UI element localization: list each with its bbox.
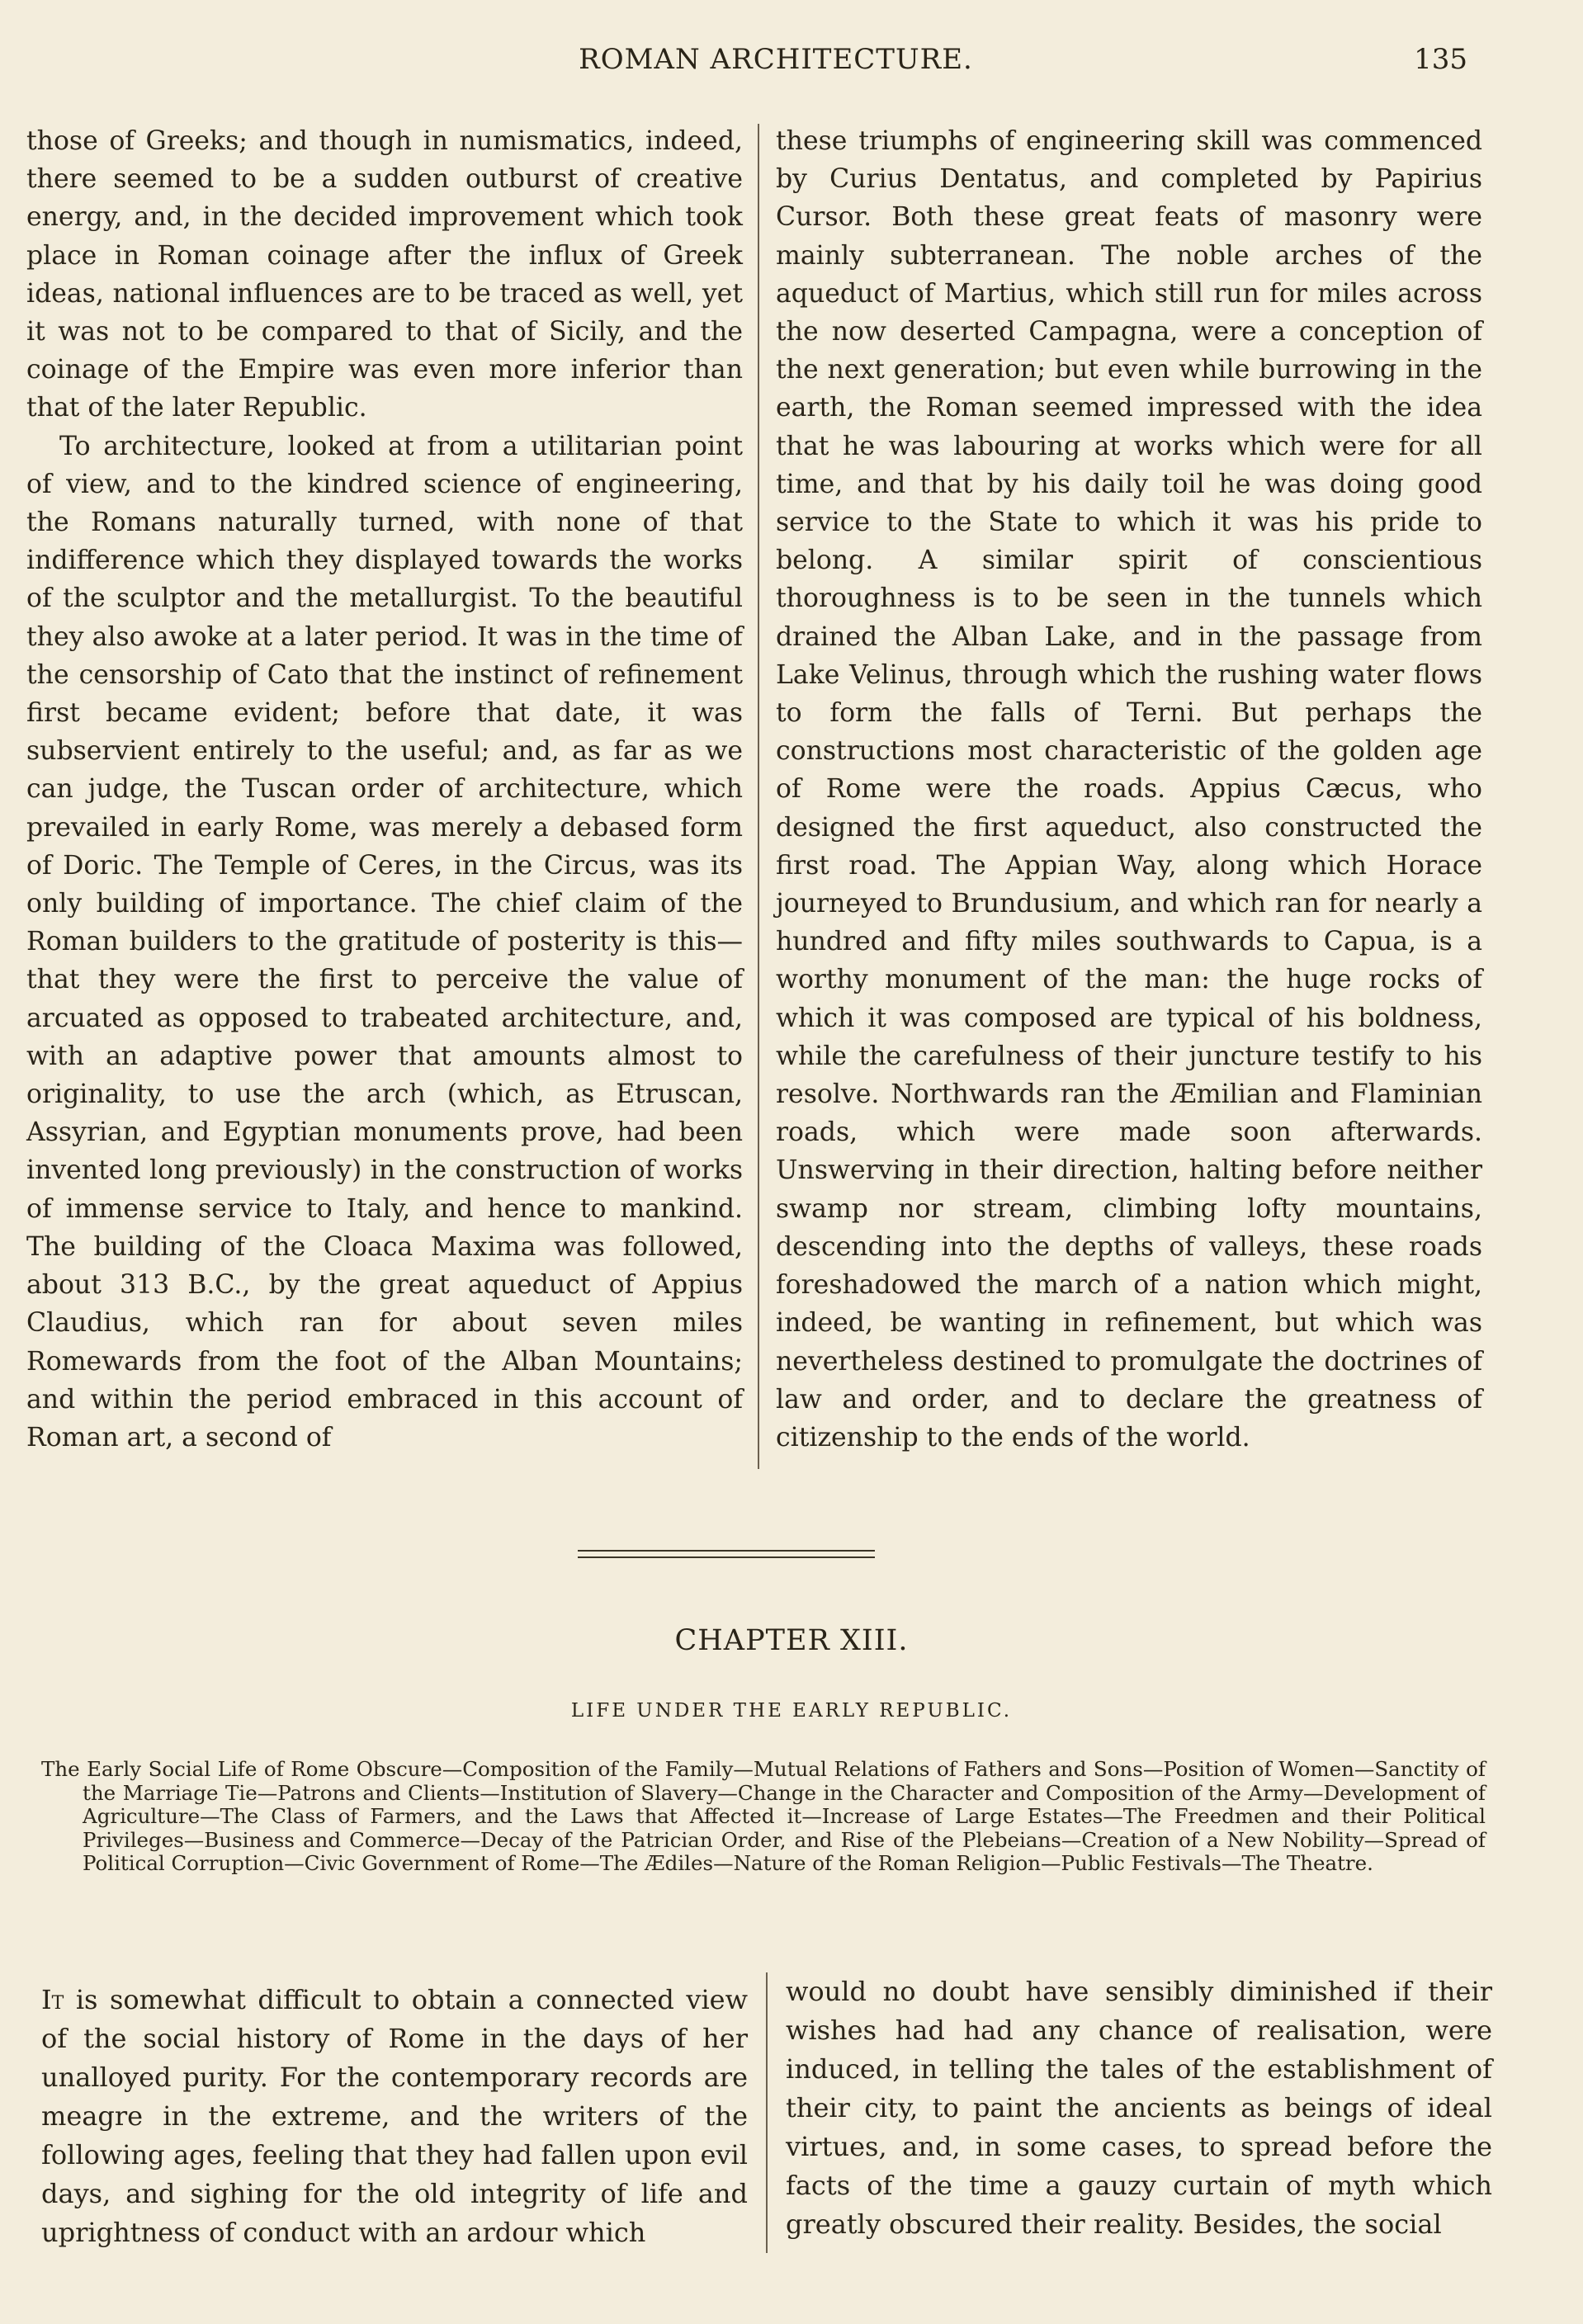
paragraph: [41, 1981, 748, 2252]
chapter-subtitle: LIFE UNDER THE EARLY REPUBLIC.: [570, 1700, 1013, 1722]
drop-word: It: [41, 1984, 64, 2015]
top-right-column: [776, 122, 1482, 1476]
paragraph: these triumphs of engineering skill was commenced by Curius Dentatus, and completed by Papirius Cursor. Both these great feats of masonry were mainly subterranean. The noble arches of the aqueduct of Martius, which still run for miles across the now deserted Campagna, were a conception of the next generation; but even while burrowing in the earth, the Roman seemed impressed with the idea that he was labouring at works which were for all time, and that by his daily toil he was doing good service to the State to which it was his pride to belong. A similar spirit of conscientious thoroughness is to be seen in the tunnels which drained the Alban Lake, and in the passage from Lake Velinus, through which the rushing water flows to form the falls of Terni. But perhaps the constructions most characteristic of the golden age of Rome were the roads. Appius Cæcus, who designed the first aqueduct, also constructed the first road. The Appian Way, along which Horace journeyed to Brundusium, and which ran for nearly a hundred and fifty miles southwards to Capua, is a worthy monument of the man: the huge rocks of which it was composed are typical of his boldness, while the carefulness of their juncture testify to his resolve. Northwards ran the Æmilian and Flaminian roads, which were made soon afterwards. Unswerving in their direction, halting before neither swamp nor stream, climbing lofty mountains, descending into the depths of valleys, these roads foreshadowed the march of a nation which might, indeed, be wanting in refinement, but which was nevertheless destined to promulgate the doctrines of law and order, and to declare the greatness of citizenship to the ends of the world.: [776, 126, 1482, 1452]
top-left-column: [26, 122, 743, 1476]
running-header: [0, 43, 1583, 92]
section-divider: [578, 1550, 875, 1558]
page-number: 135: [1414, 43, 1467, 76]
paragraph: To architecture, looked at from a utilitarian point of view, and to the kindred science of engineering, the Romans naturally turned, with none of that indifference which they displayed towards the works of the sculptor and the metallurgist. To the beautiful they also awoke at a later period. It was in the time of the censorship of Cato that the instinct of refinement first became evident; before that date, it was subservient entirely to the useful; and, as far as we can judge, the Tuscan order of architecture, which prevailed in early Rome, was merely a debased form of Doric. The Temple of Ceres, in the Circus, was its only building of importance. The chief claim of the Roman builders to the gratitude of posterity is this—that they were the first to perceive the value of arcuated as opposed to trabeated architecture, and, with an adaptive power that amounts almost to originality, to use the arch (which, as Etruscan, Assyrian, and Egyptian monuments prove, had been invented long previously) in the construction of works of immense service to Italy, and hence to mankind. The building of the Cloaca Maxima was followed, about 313 B.C., by the great aqueduct of Appius Claudius, which ran for about seven miles Romewards from the foot of the Alban Mountains; and within the period embraced in this account of Roman art, a second of: [26, 431, 743, 1452]
paragraph-text: is somewhat difficult to obtain a connected view of the social history of Rome in the days of her unalloyed purity. For the contemporary records are meagre in the extreme, and the writers of the following ages, feeling that they had fallen upon evil days, and sighing for the old integrity of life and uprightness of conduct with an ardour which: [41, 1984, 748, 2248]
chapter-summary: [41, 1758, 1486, 1876]
bottom-left-column: [41, 1981, 748, 2253]
running-title: ROMAN ARCHITECTURE.: [579, 43, 973, 76]
column-rule: [758, 124, 759, 1469]
bottom-right-column: [786, 1972, 1492, 2253]
summary-text: The Early Social Life of Rome Obscure—Composition of the Family—Mutual Relations of Fathers and Sons—Position of Women—Sanctity of the Marriage Tie—Patrons and Clients—Institution of Slavery—Change in the Character and Composition of the Army—Development of Agriculture—The Class of Farmers, and the Laws that Affected it—Increase of Large Estates—The Freedmen and their Political Privileges—Business and Commerce—Decay of the Patrician Order, and Rise of the Plebeians—Creation of a New Nobility—Spread of Political Corruption—Civic Government of Rome—The Ædiles—Nature of the Roman Religion—Public Festivals—The Theatre.: [41, 1757, 1486, 1875]
paragraph: those of Greeks; and though in numismatics, indeed, there seemed to be a sudden outburst of creative energy, and, in the decided improvement which took place in Roman coinage after the influx of Greek ideas, national influences are to be traced as well, yet it was not to be compared to that of Sicily, and the coinage of the Empire was even more inferior than that of the later Republic.: [26, 126, 743, 423]
paragraph: would no doubt have sensibly diminished if their wishes had had any chance of realisation, were induced, in telling the tales of the establishment of their city, to paint the ancients as beings of ideal virtues, and, in some cases, to spread before the facts of the time a gauzy curtain of myth which greatly obscured their reality. Besides, the social: [786, 1976, 1492, 2240]
column-rule: [766, 1972, 768, 2253]
chapter-heading: CHAPTER XIII.: [674, 1624, 909, 1657]
